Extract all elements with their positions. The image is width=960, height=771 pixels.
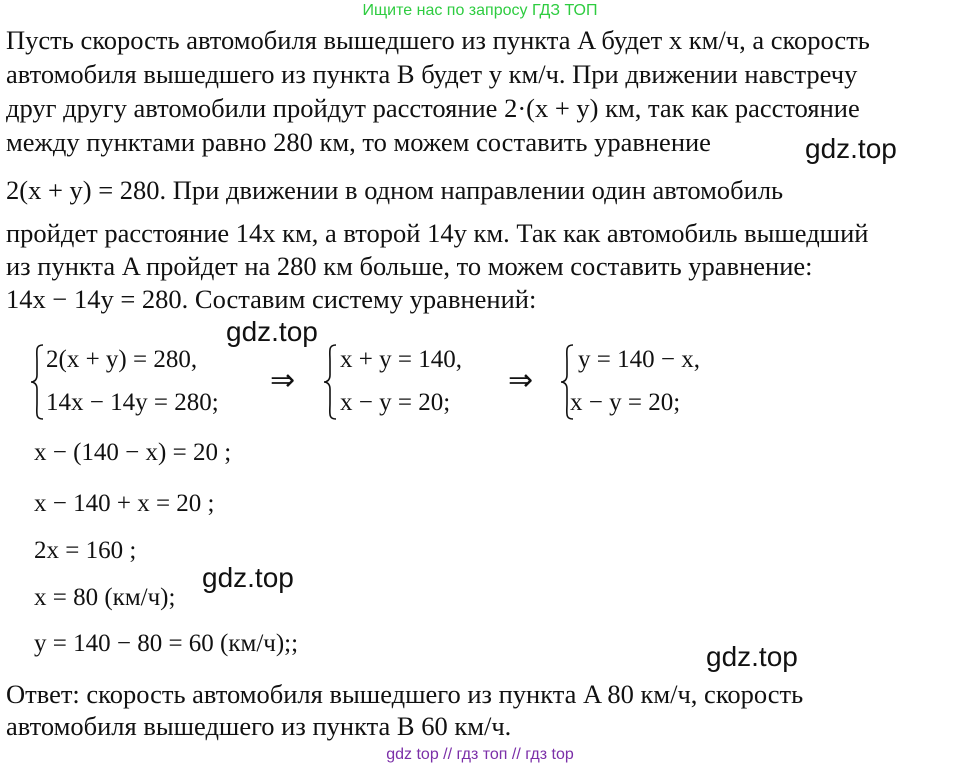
paragraph2-line-1: 2(x + y) = 280. При движении в одном направлении один автомобиль	[6, 175, 784, 205]
footer-link-gdz-top-mixed[interactable]: гдз top	[525, 746, 574, 763]
watermark-1: gdz.top	[805, 133, 897, 164]
system2-brace	[323, 343, 337, 421]
system3-eq1: y = 140 − x,	[578, 346, 700, 373]
system1-brace	[30, 343, 44, 421]
footer-separator: //	[443, 746, 453, 763]
system1-eq2: 14x − 14y = 280;	[46, 389, 219, 416]
step-5: y = 140 − 80 = 60 (км/ч);;	[34, 630, 299, 657]
system2-eq2: x − y = 20;	[340, 389, 451, 416]
footer-link-gdz-top[interactable]: gdz top	[386, 746, 439, 763]
watermark-4: gdz.top	[706, 641, 798, 672]
answer-line-1: Ответ: скорость автомобиля вышедшего из пункта A 80 км/ч, скорость	[6, 679, 804, 709]
system2-eq1: x + y = 140,	[340, 346, 462, 373]
paragraph2-line-2: пройдет расстояние 14x км, а второй 14y км. Так как автомобиль вышедший	[6, 218, 869, 248]
footer-separator: //	[511, 746, 521, 763]
step-2: x − 140 + x = 20 ;	[34, 490, 215, 517]
step-3: 2x = 160 ;	[34, 537, 137, 564]
watermark-2: gdz.top	[226, 316, 318, 347]
implies-arrow-1: ⇒	[270, 364, 296, 397]
paragraph1-line-2: автомобиля вышедшего из пункта B будет y км/ч. При движении навстречу	[6, 59, 858, 89]
footer-links	[0, 746, 960, 764]
system1-eq1: 2(x + y) = 280,	[46, 346, 198, 373]
top-banner[interactable]: Ищите нас по запросу ГДЗ ТОП	[362, 2, 598, 19]
paragraph1-line-4: между пунктами равно 280 км, то можем составить уравнение	[6, 127, 711, 157]
system3-eq2: x − y = 20;	[570, 389, 681, 416]
paragraph1-line-3: друг другу автомобили пройдут расстояние 2·(x + y) км, так как расстояние	[6, 93, 860, 123]
footer-link-gdz-top-ru[interactable]: гдз топ	[456, 746, 508, 763]
watermark-3: gdz.top	[202, 562, 294, 593]
implies-arrow-2: ⇒	[508, 364, 534, 397]
paragraph2-line-4: 14x − 14y = 280. Составим систему уравнений:	[6, 284, 537, 314]
step-4: x = 80 (км/ч);	[34, 584, 176, 611]
paragraph2-line-3: из пункта A пройдет на 280 км больше, то можем составить уравнение:	[6, 251, 813, 281]
paragraph1-line-1: Пусть скорость автомобиля вышедшего из пункта A будет x км/ч, а скорость	[6, 25, 870, 55]
step-1: x − (140 − x) = 20 ;	[34, 439, 232, 466]
answer-line-2: автомобиля вышедшего из пункта B 60 км/ч.	[6, 711, 512, 741]
